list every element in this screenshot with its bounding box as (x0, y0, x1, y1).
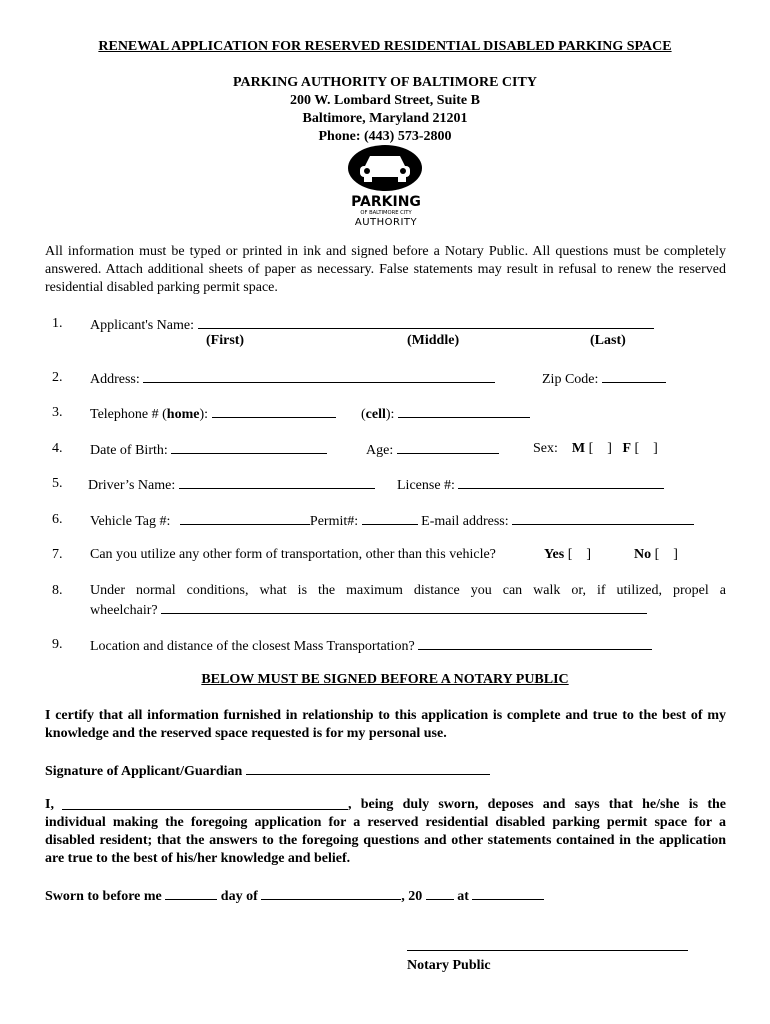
notary-public-label: Notary Public (407, 958, 491, 973)
dob-label: Date of Birth: (90, 443, 168, 458)
q3-number: 3. (52, 405, 63, 420)
age-field[interactable] (397, 440, 499, 454)
signature-label: Signature of Applicant/Guardian (45, 764, 243, 779)
q4-number: 4. (52, 441, 63, 456)
first-name-caption: (First) (206, 333, 245, 348)
vehicle-tag-label: Vehicle Tag #: (90, 514, 171, 529)
q5-number: 5. (52, 476, 63, 491)
age-label: Age: (366, 443, 394, 458)
q3-row (90, 404, 336, 424)
zip-code-field[interactable] (602, 369, 666, 383)
license-label: License #: (397, 478, 455, 493)
drivers-name-label: Driver’s Name: (88, 478, 176, 493)
logo-word-authority: AUTHORITY (354, 217, 418, 228)
cell-label-start: ( (361, 407, 366, 422)
q8-row2 (90, 600, 647, 620)
sex-m-checkbox[interactable]: [ ] (588, 441, 612, 456)
email-address-field[interactable] (512, 511, 694, 525)
notary-signature-line[interactable] (407, 950, 688, 951)
mass-transportation-field[interactable] (418, 636, 652, 650)
last-name-caption: (Last) (590, 333, 626, 348)
license-group (397, 475, 664, 495)
cell-label: cell (365, 407, 386, 422)
q1-label: Applicant's Name: (90, 318, 194, 333)
authority-street: 200 W. Lombard Street, Suite B (290, 93, 480, 108)
notary-heading: BELOW MUST BE SIGNED BEFORE A NOTARY PUBLIC (201, 672, 569, 687)
max-distance-field[interactable] (161, 600, 647, 614)
yes-checkbox[interactable]: [ ] (567, 547, 592, 562)
q9-number: 9. (52, 637, 63, 652)
drivers-name-field[interactable] (179, 475, 375, 489)
year-prefix-label: , 20 (401, 889, 423, 904)
sex-m-label: M (571, 441, 586, 456)
authority-phone: Phone: (443) 573-2800 (318, 129, 452, 144)
telephone-label-end: ): (199, 407, 209, 422)
date-of-birth-field[interactable] (171, 440, 327, 454)
zip-group (542, 369, 666, 389)
signature-row (45, 761, 490, 781)
cell-phone-field[interactable] (398, 404, 530, 418)
q6-row (90, 511, 694, 531)
intro-paragraph: All information must be typed or printed in ink and signed before a Notary Public. All questions must be completely answered. Attach additional sheets of paper as necessary. False statements may result in refusal to renew the reserved residential disabled parking permit space. (45, 244, 726, 295)
q7-no-group (634, 546, 678, 564)
sworn-row (45, 886, 544, 906)
home-phone-field[interactable] (212, 404, 336, 418)
q5-row (88, 475, 375, 495)
parking-authority-logo (336, 144, 436, 230)
vehicle-tag-field[interactable] (180, 511, 310, 525)
certification-statement: I certify that all information furnished in relationship to this application is complete and true to the best of my knowledge and the reserved space requested is for my personal use. (45, 708, 726, 741)
permit-label: Permit#: (309, 514, 359, 529)
no-label: No (634, 547, 652, 562)
permit-number-field[interactable] (362, 511, 418, 525)
address-field[interactable] (143, 369, 495, 383)
telephone-label: Telephone # ( (90, 407, 167, 422)
sworn-day-field[interactable] (165, 886, 217, 900)
logo-word-city: OF BALTIMORE CITY (360, 210, 412, 216)
cell-label-end: ): (385, 407, 395, 422)
home-label: home (166, 407, 200, 422)
form-title: RENEWAL APPLICATION FOR RESERVED RESIDENTIAL DISABLED PARKING SPACE (98, 39, 672, 54)
sworn-location-field[interactable] (472, 886, 544, 900)
sex-f-checkbox[interactable]: [ ] (634, 441, 658, 456)
q7-yes-group (544, 546, 591, 564)
sworn-month-field[interactable] (261, 886, 401, 900)
email-label: E-mail address: (421, 514, 509, 529)
sworn-year-field[interactable] (426, 886, 454, 900)
sworn-label: Sworn to before me (45, 889, 162, 904)
yes-label: Yes (544, 547, 565, 562)
applicant-name-field[interactable] (198, 315, 654, 329)
deponent-name-field[interactable] (62, 796, 348, 810)
q7-number: 7. (52, 547, 63, 562)
license-number-field[interactable] (458, 475, 664, 489)
q8-label: Under normal conditions, what is the maximum distance you can walk or, if utilized, propel a (90, 583, 726, 598)
logo-word-parking: PARKING (351, 194, 421, 210)
q1-row (90, 315, 654, 335)
no-checkbox[interactable]: [ ] (654, 547, 678, 562)
authority-city: Baltimore, Maryland 21201 (302, 111, 468, 126)
q7-label: Can you utilize any other form of transportation, other than this vehicle? (90, 547, 496, 562)
sex-f-label: F (622, 441, 631, 456)
sex-label: Sex: (533, 441, 558, 456)
q2-number: 2. (52, 370, 63, 385)
q4-row (90, 440, 327, 460)
authority-name: PARKING AUTHORITY OF BALTIMORE CITY (233, 75, 537, 90)
q8-number: 8. (52, 583, 63, 598)
zip-label: Zip Code: (542, 372, 599, 387)
age-group (366, 440, 499, 460)
q1-number: 1. (52, 316, 63, 331)
cell-group (361, 404, 530, 424)
at-label: at (457, 889, 469, 904)
q2-row (90, 369, 495, 389)
q2-label: Address: (90, 372, 140, 387)
middle-name-caption: (Middle) (407, 333, 460, 348)
signature-field[interactable] (246, 761, 490, 775)
day-of-label: day of (220, 889, 258, 904)
oath-paragraph: individual making the foregoing application for a reserved residential disabled parking permit space for a disabled resident; that the answers to the foregoing questions and other statements contained in the application are true to the best of his/her knowledge and belief. (45, 815, 726, 866)
sex-group (533, 440, 658, 458)
oath-prefix: I, (45, 797, 54, 812)
q9-row (90, 636, 652, 656)
oath-line-1 (45, 796, 726, 814)
q6-number: 6. (52, 512, 63, 527)
wheelchair-label: wheelchair? (90, 603, 158, 618)
car-logo-icon (336, 144, 436, 230)
oath-line1-text: , being duly sworn, deposes and says that he/she is the (347, 797, 726, 812)
mass-transport-label: Location and distance of the closest Mass Transportation? (90, 639, 415, 654)
